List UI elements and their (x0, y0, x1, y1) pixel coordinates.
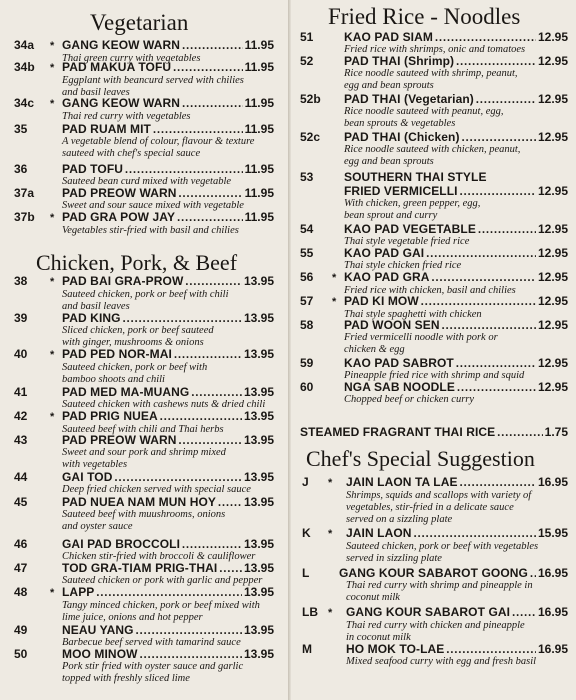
menu-item-price: 12.95 (537, 246, 568, 260)
menu-item-line (0, 647, 288, 661)
menu-item-name: FRIED VERMICELLI (344, 184, 458, 198)
menu-item-price: 11.95 (244, 96, 274, 110)
menu-item-price: 12.95 (537, 222, 568, 236)
menu-item-line (0, 409, 288, 424)
menu-item-description: Deep fried chicken served with special sauce (62, 484, 251, 495)
menu-item-spice-mark: * (50, 98, 55, 110)
menu-item (294, 294, 576, 321)
steamed-rice-item (294, 425, 576, 439)
menu-item-code: 34c (14, 96, 35, 110)
menu-item-description: Sauteed chicken, pork or beef with vegetables served in sizzling plate (346, 541, 539, 564)
menu-item-name: PAD TOFU (62, 162, 124, 176)
menu-item-line (0, 162, 288, 176)
menu-item (294, 30, 576, 56)
menu-item-line (0, 385, 288, 399)
menu-item-code: 39 (14, 311, 28, 325)
menu-item-spice-mark: * (50, 62, 55, 74)
menu-item (294, 270, 576, 297)
menu-item (0, 311, 288, 349)
menu-item-code: 51 (300, 30, 314, 44)
menu-item-price: 13.95 (243, 385, 274, 399)
menu-item-name: LAPP (62, 585, 95, 599)
menu-item-spice-mark: * (50, 276, 55, 288)
menu-item (294, 54, 576, 92)
menu-item (294, 475, 576, 526)
menu-item-line (0, 38, 288, 53)
menu-item-name: PAD KI MOW (344, 294, 419, 308)
leader-dots (219, 561, 242, 575)
menu-item-line (294, 566, 576, 580)
menu-item-description: Rice noodle sauteed with shrimp, peanut, egg and bean sprouts (344, 68, 518, 91)
menu-item-code: 35 (14, 122, 28, 136)
menu-item-price: 12.95 (537, 356, 568, 370)
menu-item-line (0, 585, 288, 600)
menu-item-code: M (302, 642, 312, 656)
menu-item-spice-mark: * (50, 40, 55, 52)
leader-dots (476, 92, 536, 106)
menu-item-price: 12.95 (537, 54, 568, 68)
menu-item-price: 13.95 (243, 470, 274, 484)
menu-item-line (0, 122, 288, 136)
menu-item-description: Sauteed chicken, pork or beef with bamboo shoots and chili (62, 362, 208, 385)
menu-item-price: 11.95 (244, 186, 274, 200)
menu-item-name: JAIN LAON TA LAE (346, 475, 458, 489)
menu-item-description: Fried rice with shrimps, onic and tomatoes (344, 44, 526, 55)
menu-item-code: 60 (300, 380, 314, 394)
menu-item (0, 122, 288, 160)
menu-item-code: 55 (300, 246, 314, 260)
menu-item-description: Tangy minced chicken, pork or beef mixed with lime juice, onions and hot pepper (62, 600, 260, 623)
menu-item-price: 12.95 (537, 294, 568, 308)
menu-item-code: 52c (300, 130, 321, 144)
leader-dots (460, 475, 536, 489)
menu-item-price: 16.95 (537, 605, 568, 619)
leader-dots (530, 566, 536, 580)
menu-item-description: Barbecue beef served with tamarind sauce (62, 637, 241, 648)
menu-item-code: 58 (300, 318, 314, 332)
menu-item-line (294, 222, 576, 236)
menu-item-name: PAD MAKUA TOFU (62, 60, 172, 74)
menu-item (0, 186, 288, 212)
menu-item-line (294, 54, 576, 68)
menu-item-name: GANG KEOW WARN (62, 96, 181, 110)
menu-item-price: 13.95 (243, 495, 274, 509)
menu-item-code: 37a (14, 186, 35, 200)
menu-item-price: 13.95 (243, 433, 274, 447)
leader-dots (435, 30, 536, 44)
leader-dots (446, 642, 536, 656)
menu-item-code: 34a (14, 38, 35, 52)
menu-item (0, 647, 288, 685)
menu-item-code: 44 (14, 470, 28, 484)
menu-item-description: Pineapple fried rice with shrimp and squid (344, 370, 525, 381)
menu-item (294, 318, 576, 356)
menu-item-code: 48 (14, 585, 28, 599)
menu-item-price: 13.95 (243, 274, 274, 288)
menu-item-price: 16.95 (537, 475, 568, 489)
menu-item (0, 210, 288, 237)
menu-item-name: KAO PAD GAI (344, 246, 425, 260)
menu-item-spice-mark: * (332, 272, 337, 284)
menu-item-price: 12.95 (537, 318, 568, 332)
menu-item-line (294, 605, 576, 620)
leader-dots (179, 186, 243, 200)
leader-dots (421, 294, 536, 308)
menu-item-code: 52 (300, 54, 314, 68)
menu-item-name: KAO PAD SABROT (344, 356, 454, 370)
menu-item-line (0, 210, 288, 225)
menu-item-description: With chicken, green pepper, egg, bean sprout and curry (344, 198, 481, 221)
menu-item (294, 526, 576, 565)
menu-item-price: 11.95 (244, 210, 274, 224)
menu-item-description: Sliced chicken, pork or beef sauteed with ginger, mushrooms & onions (62, 325, 214, 348)
menu-item-name: KAO PAD GRA (344, 270, 430, 284)
menu-item (294, 380, 576, 406)
menu-item-description: Rice noodle sauteed with chicken, peanut, egg and bean sprouts (344, 144, 521, 167)
menu-item (0, 433, 288, 471)
menu-item (0, 409, 288, 436)
menu-item-line (0, 60, 288, 75)
menu-item-price: 13.95 (243, 409, 274, 423)
menu-item-name: MOO MINOW (62, 647, 138, 661)
menu-item-spice-mark: * (50, 212, 55, 224)
menu-item-name: PAD RUAM MIT (62, 122, 151, 136)
menu-item (294, 605, 576, 644)
menu-item-name: PAD THAI (Chicken) (344, 130, 460, 144)
menu-item-name: PAD PREOW WARN (62, 186, 177, 200)
menu-item-code: J (302, 475, 309, 489)
menu-item-price: 11.95 (244, 60, 274, 74)
menu-item-code: K (302, 526, 311, 540)
leader-dots (218, 495, 242, 509)
menu-item-name: PAD WOON SEN (344, 318, 440, 332)
menu-item (294, 356, 576, 382)
menu-item-code: 43 (14, 433, 28, 447)
menu-item-price: 12.95 (537, 92, 568, 106)
menu-item-name: PAD NUEA NAM MUN HOY (62, 495, 216, 509)
leader-dots (136, 623, 242, 637)
leader-dots (123, 311, 242, 325)
column-divider (288, 0, 291, 700)
menu-item-code: LB (302, 605, 318, 619)
menu-item (0, 537, 288, 563)
menu-item (0, 561, 288, 587)
leader-dots (457, 380, 536, 394)
menu-item-code: 49 (14, 623, 28, 637)
leader-dots (174, 347, 242, 361)
menu-item (0, 495, 288, 533)
leader-dots (478, 222, 536, 236)
menu-item-price: 13.95 (243, 561, 274, 575)
menu-item-spice-mark: * (50, 349, 55, 361)
menu-item-description: Thai red curry with shrimp and pineapple in coconut milk (346, 580, 533, 603)
menu-item-code: 47 (14, 561, 28, 575)
menu-item-line (0, 470, 288, 484)
leader-dots (456, 54, 536, 68)
menu-item-line (0, 623, 288, 637)
leader-dots (185, 274, 242, 288)
menu-item-code: 41 (14, 385, 28, 399)
leader-dots (179, 433, 242, 447)
menu-item (0, 162, 288, 188)
menu-item-code: 40 (14, 347, 28, 361)
menu-item-price: 16.95 (537, 642, 568, 656)
menu-item-line (0, 347, 288, 362)
leader-dots (191, 385, 242, 399)
menu-item-description: A vegetable blend of colour, flavour & texture sauteed with chef's special sauce (62, 136, 255, 159)
section-title-fried-rice-noodles: Fried Rice - Noodles (328, 4, 521, 29)
menu-item-name: PAD KING (62, 311, 121, 325)
menu-item-line (0, 495, 288, 509)
menu-item (0, 470, 288, 496)
menu-item (0, 96, 288, 123)
menu-item-description: Sauteed chicken, pork or beef with chili and basil leaves (62, 289, 229, 312)
menu-item-line (294, 526, 576, 541)
menu-item-name: TOD GRA-TIAM PRIG-THAI (62, 561, 218, 575)
menu-item-price: 12.95 (537, 380, 568, 394)
menu-item-code: 38 (14, 274, 28, 288)
menu-item-price: 11.95 (244, 38, 274, 52)
menu-item-description: Sauteed chicken or pork with garlic and pepper (62, 575, 263, 586)
menu-item-spice-mark: * (328, 607, 333, 619)
menu-item-spice-mark: * (50, 411, 55, 423)
menu-item-line (0, 274, 288, 289)
menu-item-description: Shrimps, squids and scallops with variety of vegetables, stir-fried in a delicate sauce served on a sizzling plate (346, 490, 532, 525)
menu-item-description: Eggplant with beancurd served with chilies and basil leaves (62, 75, 244, 98)
menu-item-name: PAD THAI (Shrimp) (344, 54, 455, 68)
menu-item-code: 34b (14, 60, 35, 74)
menu-item-line (294, 642, 576, 656)
menu-item-description: Thai style chicken fried rice (344, 260, 462, 271)
menu-item-price: 13.95 (243, 347, 274, 361)
menu-item-description: Sauteed bean curd mixed with vegetable (62, 176, 232, 187)
menu-item-name: GANG KOUR SABAROT GAI (346, 605, 511, 619)
menu-item-price: 13.95 (243, 537, 274, 551)
menu-item-name: GANG KEOW WARN (62, 38, 181, 52)
steamed-rice-price: 1.75 (544, 425, 568, 439)
menu-item-code: 56 (300, 270, 314, 284)
menu-item-description: Sweet and sour pork and shrimp mixed with vegetables (62, 447, 226, 470)
menu-item-description: Sweet and sour sauce mixed with vegetable (62, 200, 244, 211)
menu-item-code: 57 (300, 294, 314, 308)
menu-item-description: Vegetables stir-fried with basil and chilies (62, 225, 239, 236)
menu-item (0, 347, 288, 386)
menu-item-spice-mark: * (328, 477, 333, 489)
menu-item-code: 50 (14, 647, 28, 661)
menu-item-price: 13.95 (243, 311, 274, 325)
menu-item-name: GANG KOUR SABAROT GOONG (339, 566, 528, 580)
menu-item-name: NEAU YANG (62, 623, 134, 637)
menu-item-line (294, 30, 576, 44)
menu-item-line (294, 294, 576, 309)
menu-item-spice-mark: * (50, 587, 55, 599)
menu-item-price: 15.95 (537, 526, 568, 540)
menu-item-price: 11.95 (244, 162, 274, 176)
menu-item-name: PAD PED NOR-MAI (62, 347, 172, 361)
menu-item-name: GAI TOD (62, 470, 113, 484)
menu-item-line (294, 270, 576, 285)
menu-item-line (294, 130, 576, 144)
menu-item-line (0, 96, 288, 111)
menu-item-line (0, 537, 288, 551)
menu-item-line (294, 475, 576, 490)
menu-item-line (0, 311, 288, 325)
menu-item-code: 54 (300, 222, 314, 236)
menu-item-line (294, 184, 576, 198)
menu-item (294, 92, 576, 130)
menu-item-name: JAIN LAON (346, 526, 412, 540)
leader-dots (414, 526, 536, 540)
menu-item (0, 585, 288, 624)
leader-dots (432, 270, 536, 284)
menu-item-description: Thai red curry with vegetables (62, 111, 191, 122)
menu-item-description: Thai green curry with vegetables (62, 53, 201, 64)
steamed-rice-name: STEAMED FRAGRANT THAI RICE (300, 425, 496, 439)
menu-item-line (0, 561, 288, 575)
menu-item-line (294, 318, 576, 332)
menu-item-price: 13.95 (243, 585, 274, 599)
menu-item-name: PAD GRA POW JAY (62, 210, 176, 224)
leader-dots (173, 60, 242, 74)
leader-dots (462, 130, 536, 144)
section-title-chefs-special: Chef's Special Suggestion (306, 446, 535, 471)
leader-dots (426, 246, 536, 260)
menu-item (294, 222, 576, 248)
leader-dots (182, 38, 243, 52)
menu-item-name: PAD MED MA-MUANG (62, 385, 190, 399)
leader-dots (497, 425, 542, 439)
menu-item-name: PAD PRIG NUEA (62, 409, 158, 423)
leader-dots (456, 356, 536, 370)
menu-item-line (294, 246, 576, 260)
section-title-chicken-pork-beef: Chicken, Pork, & Beef (36, 250, 238, 275)
menu-item-name: KAO PAD SIAM (344, 30, 433, 44)
menu-item-description: Chicken stir-fried with broccoli & cauliflower (62, 551, 256, 562)
menu-item-line (294, 380, 576, 394)
menu-item-description: Fried rice with chicken, basil and chilies (344, 285, 516, 296)
leader-dots (182, 96, 243, 110)
menu-item-code: 46 (14, 537, 28, 551)
leader-dots (177, 210, 243, 224)
menu-item-code: 59 (300, 356, 314, 370)
menu-item-price: 12.95 (537, 130, 568, 144)
menu-item-spice-mark: * (332, 296, 337, 308)
leader-dots (96, 585, 242, 599)
menu-item-code: L (302, 566, 310, 580)
menu-item-price: 12.95 (537, 30, 568, 44)
menu-item-description: Rice noodle sauteed with peanut, egg, bean sprouts & vegetables (344, 106, 504, 129)
menu-item-description: Mixed seafood curry with egg and fresh basil (346, 656, 537, 667)
menu-item-line (294, 356, 576, 370)
menu-item-description: Thai red curry with chicken and pineapple in coconut milk (346, 620, 525, 643)
menu-item-code: 37b (14, 210, 35, 224)
menu-item-description: Sauteed beef with chili and Thai herbs (62, 424, 224, 435)
leader-dots (114, 470, 241, 484)
leader-dots (512, 605, 536, 619)
menu-item-description: Fried vermicelli noodle with pork or chicken & egg (344, 332, 498, 355)
menu-item-name: HO MOK TO-LAE (346, 642, 445, 656)
leader-dots (442, 318, 536, 332)
menu-item-code: 52b (300, 92, 321, 106)
menu-item-price: 12.95 (537, 184, 568, 198)
menu-item-name: PAD THAI (Vegetarian) (344, 92, 474, 106)
menu-item-price: 13.95 (243, 623, 274, 637)
menu-item-code: 36 (14, 162, 28, 176)
leader-dots (182, 537, 242, 551)
menu-item-name: PAD PREOW WARN (62, 433, 177, 447)
menu-item-price: 12.95 (537, 270, 568, 284)
menu-item-price: 16.95 (537, 566, 568, 580)
menu-item (0, 274, 288, 313)
menu-item-name: SOUTHERN THAI STYLE (344, 170, 487, 184)
menu-item (294, 130, 576, 168)
menu-item-price: 11.95 (244, 122, 274, 136)
menu-item-spice-mark: * (328, 528, 333, 540)
leader-dots (140, 647, 242, 661)
menu-item-name: GAI PAD BROCCOLI (62, 537, 181, 551)
menu-item (294, 642, 576, 668)
leader-dots (153, 122, 243, 136)
menu-item-description: Thai style vegetable fried rice (344, 236, 470, 247)
menu-item-code: 45 (14, 495, 28, 509)
menu-item-description: Pork stir fried with oyster sauce and garlic topped with freshly sliced lime (62, 661, 244, 684)
menu-item (294, 566, 576, 604)
menu-item (0, 60, 288, 99)
menu-item-code: 53 (300, 170, 314, 184)
menu-item-code: 42 (14, 409, 28, 423)
menu-item-line (0, 433, 288, 447)
menu-item-description: Sauteed beef with muushrooms, onions and oyster sauce (62, 509, 226, 532)
section-title-vegetarian: Vegetarian (90, 10, 189, 35)
menu-item-line (294, 92, 576, 106)
menu-item-price: 13.95 (243, 647, 274, 661)
menu-item (0, 623, 288, 649)
leader-dots (460, 184, 536, 198)
leader-dots (125, 162, 243, 176)
menu-item-line (0, 186, 288, 200)
menu-item-description: Thai style spaghetti with chicken (344, 309, 482, 320)
menu-item-line (294, 170, 576, 184)
menu-item-name: KAO PAD VEGETABLE (344, 222, 476, 236)
menu-item-name: NGA SAB NOODLE (344, 380, 455, 394)
menu-item (294, 170, 576, 222)
menu-item (0, 385, 288, 411)
menu-item-description: Chopped beef or chicken curry (344, 394, 475, 405)
leader-dots (160, 409, 242, 423)
menu-item (294, 246, 576, 272)
menu-item-name: PAD BAI GRA-PROW (62, 274, 184, 288)
menu-item-description: Sauteed chicken with cashews nuts & dried chili (62, 399, 266, 410)
